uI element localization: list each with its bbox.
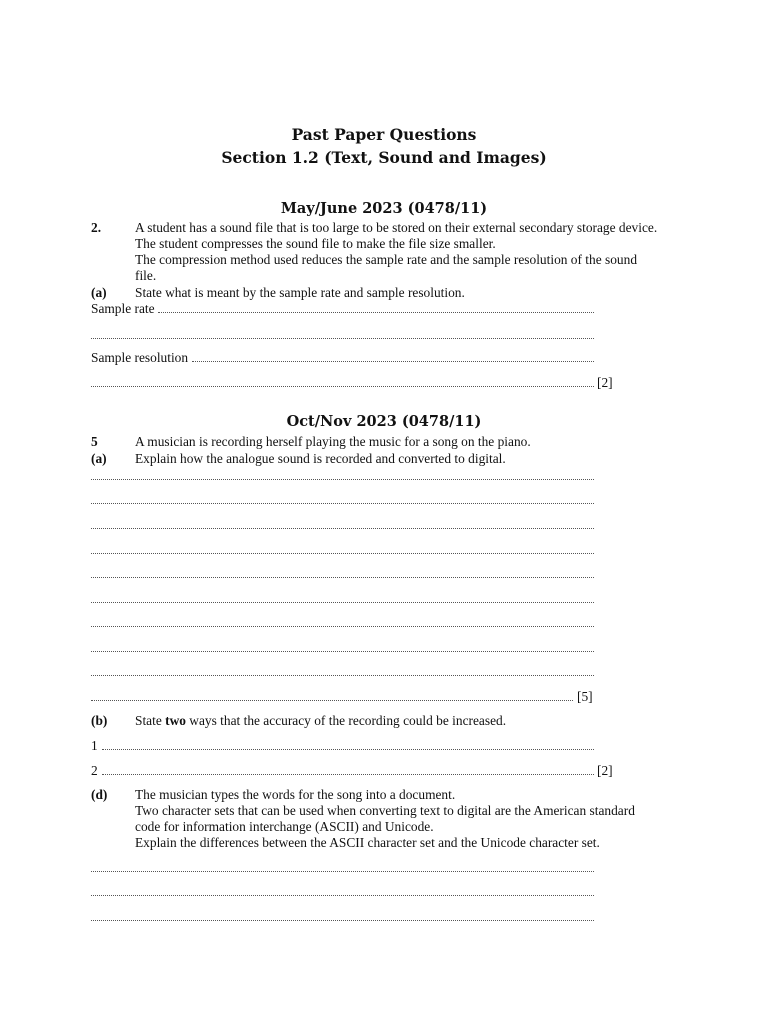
answer-line[interactable] bbox=[91, 602, 594, 603]
answer-line[interactable] bbox=[158, 312, 594, 313]
question-number: 5 bbox=[91, 434, 98, 449]
part-text-d-line: Explain the differences between the ASCII character set and the Unicode character set. bbox=[135, 835, 600, 850]
part-text-d-line: Two character sets that can be used when converting text to digital are the American standard bbox=[135, 803, 635, 818]
answer-line[interactable] bbox=[102, 749, 594, 750]
part-text-d-line: The musician types the words for the song into a document. bbox=[135, 787, 456, 802]
section-heading-may-june-2023: May/June 2023 (0478/11) bbox=[280, 200, 488, 217]
document-subtitle: Section 1.2 (Text, Sound and Images) bbox=[221, 148, 547, 167]
part-text-b: State two ways that the accuracy of the recording could be increased. bbox=[135, 713, 507, 728]
question-text-line: The student compresses the sound file to make the file size smaller. bbox=[135, 236, 496, 251]
question-text-line: The compression method used reduces the sample rate and the sample resolution of the sound bbox=[135, 252, 638, 267]
part-text-a: State what is meant by the sample rate and sample resolution. bbox=[135, 285, 465, 300]
answer-line[interactable] bbox=[91, 700, 573, 701]
answer-line[interactable] bbox=[91, 871, 594, 872]
answer-number-2: 2 bbox=[91, 763, 98, 778]
answer-line[interactable] bbox=[91, 626, 594, 627]
answer-line[interactable] bbox=[91, 675, 594, 676]
answer-line[interactable] bbox=[102, 774, 594, 775]
answer-line[interactable] bbox=[192, 361, 594, 362]
part-text-a: Explain how the analogue sound is recorded and converted to digital. bbox=[135, 451, 506, 466]
question-text-line: A musician is recording herself playing the music for a song on the piano. bbox=[135, 434, 531, 449]
question-text-line: A student has a sound file that is too large to be stored on their external secondary storage device. bbox=[135, 220, 658, 235]
document-title: Past Paper Questions bbox=[291, 125, 477, 144]
marks-badge: [5] bbox=[577, 689, 593, 704]
answer-line[interactable] bbox=[91, 920, 594, 921]
answer-line[interactable] bbox=[91, 651, 594, 652]
sample-resolution-label: Sample resolution bbox=[91, 350, 189, 365]
answer-line[interactable] bbox=[91, 503, 594, 504]
answer-line[interactable] bbox=[91, 895, 594, 896]
section-heading-oct-nov-2023: Oct/Nov 2023 (0478/11) bbox=[286, 413, 482, 430]
answer-line[interactable] bbox=[91, 386, 594, 387]
question-text-line: file. bbox=[135, 268, 157, 283]
part-text-d-line: code for information interchange (ASCII) and Unicode. bbox=[135, 819, 434, 834]
question-number: 2. bbox=[91, 220, 102, 235]
sample-rate-label: Sample rate bbox=[91, 301, 155, 316]
marks-badge: [2] bbox=[597, 375, 613, 390]
part-label-d: (d) bbox=[91, 787, 108, 802]
marks-badge: [2] bbox=[597, 763, 613, 778]
answer-line[interactable] bbox=[91, 553, 594, 554]
answer-line[interactable] bbox=[91, 338, 594, 339]
part-label-b: (b) bbox=[91, 713, 108, 728]
answer-line[interactable] bbox=[91, 479, 594, 480]
answer-line[interactable] bbox=[91, 528, 594, 529]
part-label-a: (a) bbox=[91, 285, 107, 300]
answer-number-1: 1 bbox=[91, 738, 98, 753]
part-label-a: (a) bbox=[91, 451, 107, 466]
answer-line[interactable] bbox=[91, 577, 594, 578]
